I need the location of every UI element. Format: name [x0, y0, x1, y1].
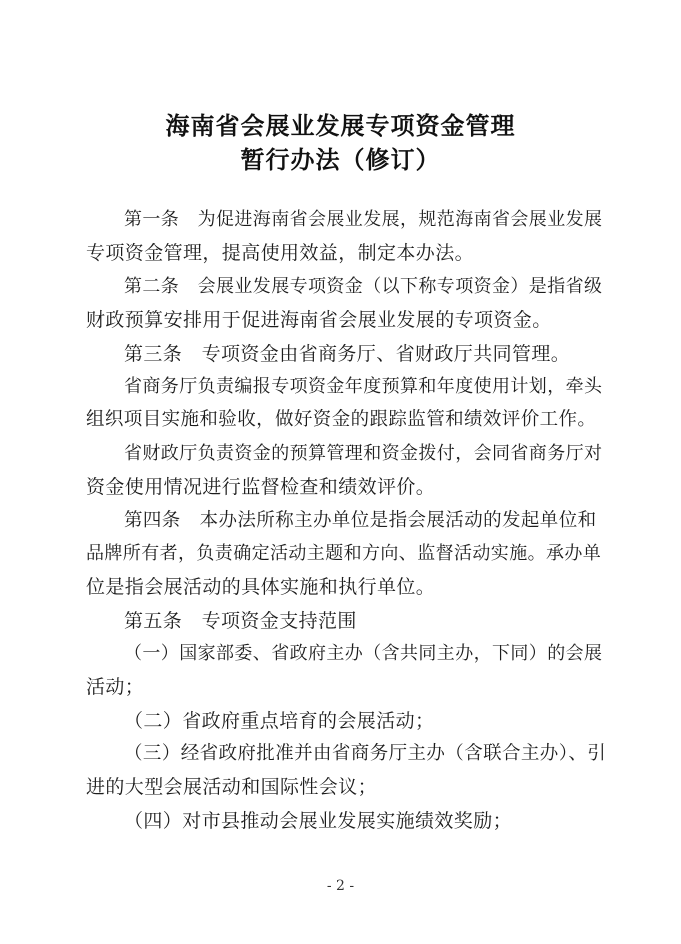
- page-number: - 2 -: [326, 878, 355, 894]
- article-5-item-3-line-2: 进的大型会展活动和国际性会议；: [86, 776, 378, 798]
- article-5-item-3-line-1: （三）经省政府批准并由省商务厅主办（含联合主办）、引: [124, 743, 607, 764]
- article-1-line-1: 第一条 为促进海南省会展业发展，规范海南省会展业发展: [124, 209, 603, 230]
- article-4-line-2: 品牌所有者，负责确定活动主题和方向、监督活动实施。承办单: [86, 543, 602, 564]
- article-4-line-1: 第四条 本办法所称主办单位是指会展活动的发起单位和: [124, 510, 597, 531]
- article-3-para-2-line-1: 省商务厅负责编报专项资金年度预算和年度使用计划，牵头: [124, 376, 603, 397]
- article-5-item-4: （四）对市县推动会展业发展实施绩效奖励；: [124, 810, 513, 832]
- document-title-line-1: 海南省会展业发展专项资金管理: [165, 111, 516, 140]
- article-4-line-3: 位是指会展活动的具体实施和执行单位。: [86, 576, 436, 598]
- document-title-line-2: 暂行办法（修订）: [240, 145, 441, 174]
- article-3-para-3-line-2: 资金使用情况进行监督检查和绩效评价。: [86, 476, 436, 498]
- article-2-line-1: 第二条 会展业发展专项资金（以下称专项资金）是指省级: [124, 276, 603, 297]
- article-5-item-1-line-2: 活动；: [86, 676, 145, 698]
- article-5-item-1-line-1: （一）国家部委、省政府主办（含共同主办，下同）的会展: [124, 643, 603, 664]
- article-3-para-2-line-2: 组织项目实施和验收，做好资金的跟踪监管和绩效评价工作。: [86, 409, 597, 430]
- article-3-para-3-line-1: 省财政厅负责资金的预算管理和资金拨付，会同省商务厅对: [124, 443, 603, 464]
- article-5-heading: 第五条 专项资金支持范围: [124, 610, 357, 632]
- article-1-line-2: 专项资金管理，提高使用效益，制定本办法。: [86, 242, 475, 264]
- article-5-item-2: （二）省政府重点培育的会展活动；: [124, 710, 435, 732]
- article-2-line-2: 财政预算安排用于促进海南省会展业发展的专项资金。: [86, 309, 552, 331]
- article-3-line-1: 第三条 专项资金由省商务厅、省财政厅共同管理。: [124, 343, 571, 365]
